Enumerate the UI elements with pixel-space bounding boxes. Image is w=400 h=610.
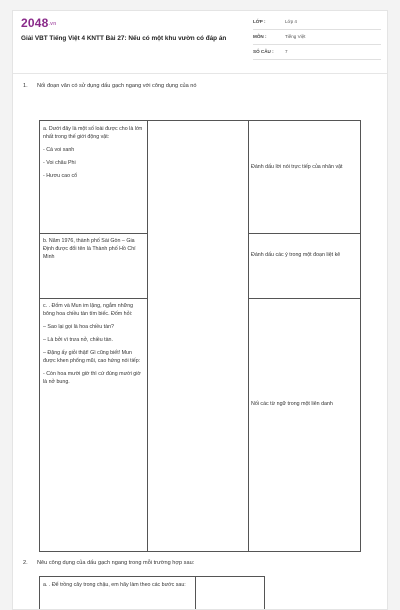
meta-panel bbox=[253, 17, 381, 62]
question-number: 2. bbox=[23, 560, 28, 566]
matching-table bbox=[39, 120, 361, 552]
meta-value: Tiếng Việt bbox=[285, 34, 306, 39]
meta-label: SỐ CÂU : bbox=[253, 49, 274, 54]
cell-line: Nối các từ ngữ trong một liên danh bbox=[251, 401, 333, 407]
meta-row-count bbox=[253, 47, 381, 60]
cell-line: - Hươu cao cổ bbox=[43, 173, 78, 179]
right-cell-2 bbox=[248, 247, 360, 268]
cell-line: – Đặng ấy giỏi thật! Gì cũng biết! Mun được khen phổng mũi, cao hứng nói tiếp: bbox=[43, 350, 141, 364]
cell-line: a. . Để trồng cây trong chậu, em hãy làm theo các bước sau: bbox=[43, 582, 186, 588]
row-divider bbox=[248, 233, 360, 234]
cell-line: Đánh dấu các ý trong một đoạn liệt kê bbox=[251, 252, 341, 258]
cell-line: – Là bởi vì trưa nở, chiều tàn. bbox=[43, 337, 113, 343]
cell-line: - Còn hoa mười giờ thì cứ đúng mười giờ là nở bung. bbox=[43, 371, 141, 385]
meta-value: 7 bbox=[285, 49, 288, 54]
question-text: Nêu công dụng của dấu gạch ngang trong mỗi trường hợp sau: bbox=[37, 560, 195, 566]
cell-line: Đánh dấu lời nói trực tiếp của nhân vật bbox=[251, 164, 343, 170]
left-cell-c bbox=[40, 298, 147, 551]
site-logo[interactable]: 2048.vn bbox=[21, 16, 57, 30]
cell-line: - Cá voi xanh bbox=[43, 147, 75, 153]
question-number: 1. bbox=[23, 83, 28, 89]
question-2 bbox=[23, 560, 194, 566]
row-divider bbox=[248, 298, 360, 299]
left-cell-b bbox=[40, 233, 147, 298]
document-header bbox=[13, 11, 387, 74]
meta-value: Lớp 4 bbox=[285, 19, 297, 24]
document-page bbox=[12, 10, 388, 610]
cell-line: b. Năm 1976, thành phố Sài Gòn – Gia Định được đổi tên là Thành phố Hồ Chí Minh bbox=[43, 238, 136, 260]
column-divider bbox=[248, 121, 249, 551]
meta-row-subject bbox=[253, 32, 381, 45]
cell-line: a. Dưới đây là một số loài được cho là lớn nhất trong thế giới động vật: bbox=[43, 126, 143, 140]
right-cell-3 bbox=[248, 396, 360, 417]
answer-cell-a bbox=[40, 577, 195, 598]
meta-label: MÔN : bbox=[253, 34, 267, 39]
column-divider bbox=[195, 577, 196, 610]
question-text: Nối đoạn văn có sử dụng dấu gạch ngang với công dụng của nó bbox=[37, 83, 197, 89]
cell-line: - Voi châu Phi bbox=[43, 160, 76, 166]
meta-label: LỚP : bbox=[253, 19, 266, 24]
cell-line: c. . Đốm và Mun im lặng, ngắm những bông hoa chiều tàn tím biếc. Đốm hỏi: bbox=[43, 303, 134, 317]
document-title: Giải VBT Tiếng Việt 4 KNTT Bài 27: Nếu có một khu vườn có đáp án bbox=[21, 35, 227, 42]
question-1 bbox=[23, 83, 197, 89]
left-cell-a bbox=[40, 121, 147, 233]
cell-line: – Sao lại gọi là hoa chiều tàn? bbox=[43, 324, 114, 330]
answer-table bbox=[39, 576, 265, 610]
meta-row-class bbox=[253, 17, 381, 30]
right-cell-1 bbox=[248, 159, 360, 180]
column-divider bbox=[147, 121, 148, 551]
